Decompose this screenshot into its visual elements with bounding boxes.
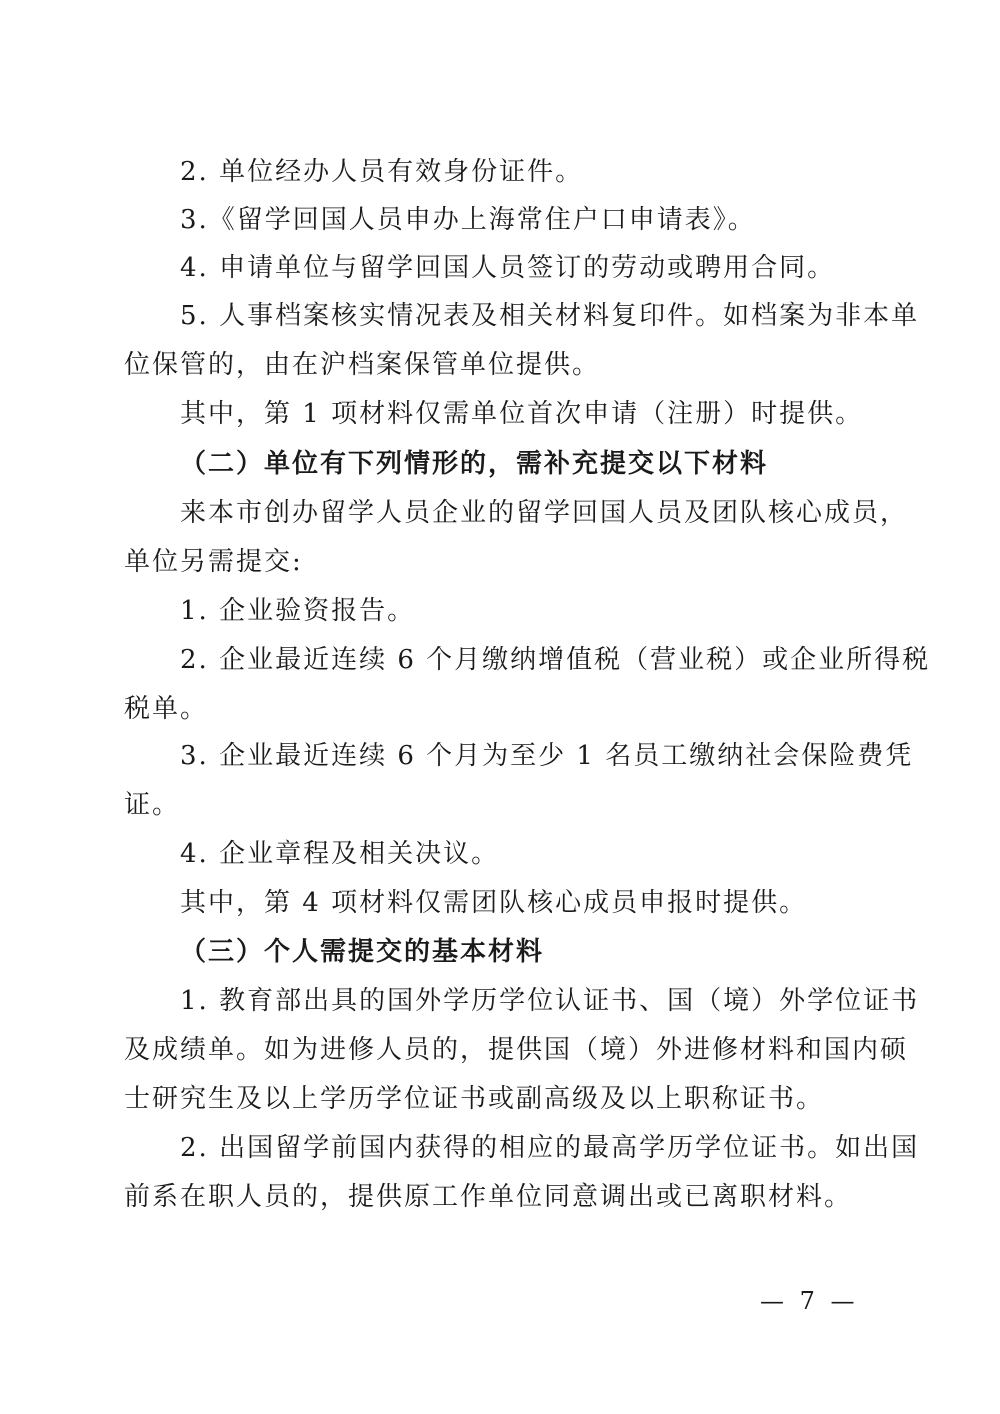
paragraph-line: 单位另需提交: <box>124 547 303 577</box>
list-item: 2. 单位经办人员有效身份证件。 <box>180 157 584 187</box>
paragraph-line: 士研究生及以上学历学位证书或副高级及以上职称证书。 <box>124 1084 825 1114</box>
paragraph-line: 税单。 <box>124 694 209 724</box>
list-item: 4. 申请单位与留学回国人员签订的劳动或聘用合同。 <box>180 253 836 283</box>
paragraph-line: 前系在职人员的，提供原工作单位同意调出或已离职材料。 <box>124 1182 853 1212</box>
paragraph-line: 来本市创办留学人员企业的留学回国人员及团队核心成员， <box>180 498 909 528</box>
list-item: 5. 人事档案核实情况表及相关材料复印件。如档案为非本单 <box>180 301 920 331</box>
section-heading: （二）单位有下列情形的，需补充提交以下材料 <box>180 449 769 479</box>
list-item: 1. 企业验资报告。 <box>180 596 416 626</box>
list-item: 3. 企业最近连续 6 个月为至少 1 名员工缴纳社会保险费凭 <box>180 741 914 771</box>
list-item: 3.《留学回国人员申办上海常住户口申请表》。 <box>180 205 756 235</box>
paragraph-line: 及成绩单。如为进修人员的，提供国（境）外进修材料和国内硕 <box>124 1035 909 1065</box>
section-heading: （三）个人需提交的基本材料 <box>180 937 545 967</box>
list-item: 4. 企业章程及相关决议。 <box>180 839 500 869</box>
list-item: 2. 出国留学前国内获得的相应的最高学历学位证书。如出国 <box>180 1133 920 1163</box>
paragraph-line: 证。 <box>124 790 181 820</box>
list-item: 1. 教育部出具的国外学历学位认证书、国（境）外学位证书 <box>180 986 920 1016</box>
paragraph-line: 其中，第 4 项材料仅需团队核心成员申报时提供。 <box>180 888 808 918</box>
paragraph-line: 位保管的，由在沪档案保管单位提供。 <box>124 350 601 380</box>
paragraph-line: 其中，第 1 项材料仅需单位首次申请（注册）时提供。 <box>180 399 864 429</box>
page-number: — 7 — <box>760 1287 859 1315</box>
list-item: 2. 企业最近连续 6 个月缴纳增值税（营业税）或企业所得税 <box>180 645 931 675</box>
